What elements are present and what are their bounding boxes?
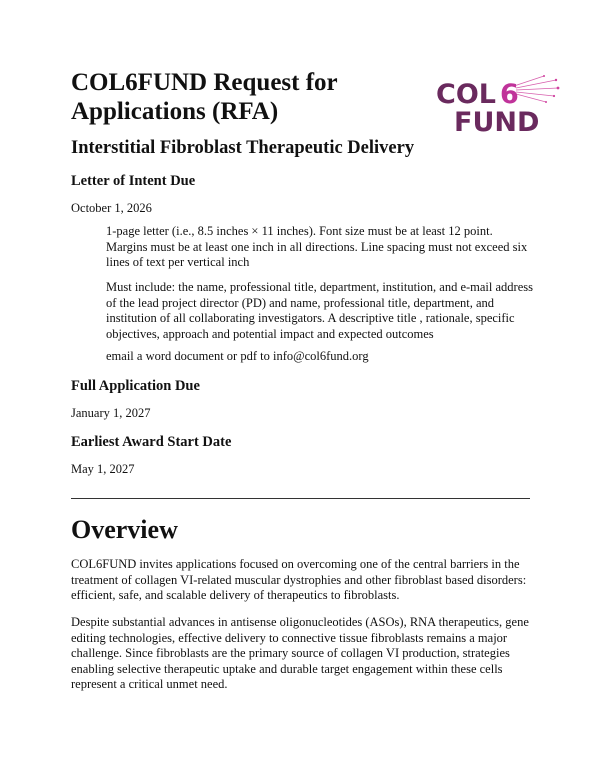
- full-app-heading: Full Application Due: [71, 378, 200, 394]
- col6fund-logo: [434, 74, 560, 134]
- overview-para-2: Despite substantial advances in antisense oligonucleotides (ASOs), RNA therapeutics, gene editing technologies, effective delivery to connective tissue fibroblasts remains a major challenge. Since fibroblasts are the primary source of collagen VI production, strategies enabling selective therapeutic uptake and durable target engagement within these cells represent a critical unmet need.: [71, 615, 529, 691]
- loi-date: October 1, 2026: [71, 201, 152, 215]
- loi-content-text: Must include: the name, professional title, department, institution, and e-mail address of the lead project director (PD) and name, professional title, department, and institution of all collaborating investigators. A descriptive title , rationale, specific objectives, approach and potential impact and expected outcomes: [106, 280, 533, 341]
- overview-para-1: COL6FUND invites applications focused on overcoming one of the central barriers in the treatment of collagen VI-related muscular dystrophies and other fibroblast based disorders: efficient, safe, and scalable delivery of therapeutics to fibroblasts.: [71, 557, 527, 602]
- section-divider: [71, 498, 530, 499]
- rfa-subtitle: Interstitial Fibroblast Therapeutic Delivery: [71, 138, 415, 158]
- overview-heading: Overview: [71, 515, 178, 544]
- document-title: COL6FUND Request for Applications (RFA): [71, 69, 338, 125]
- loi-format-text: 1-page letter (i.e., 8.5 inches × 11 inches). Font size must be at least 12 point. Margins must be at least one inch in all directions. Line spacing must not exceed six lines of text per vertical inch: [106, 224, 528, 269]
- logo-text-top: COL: [436, 79, 496, 110]
- loi-heading: Letter of Intent Due: [71, 173, 196, 189]
- logo-text-bottom: FUND: [454, 107, 540, 134]
- logo-sparkle-lines: [514, 76, 558, 102]
- full-app-date: January 1, 2027: [71, 406, 151, 420]
- award-date: May 1, 2027: [71, 462, 135, 476]
- award-heading: Earliest Award Start Date: [71, 434, 232, 450]
- logo-digit: 6: [500, 79, 519, 110]
- loi-email-text: email a word document or pdf to info@col6fund.org: [106, 349, 369, 363]
